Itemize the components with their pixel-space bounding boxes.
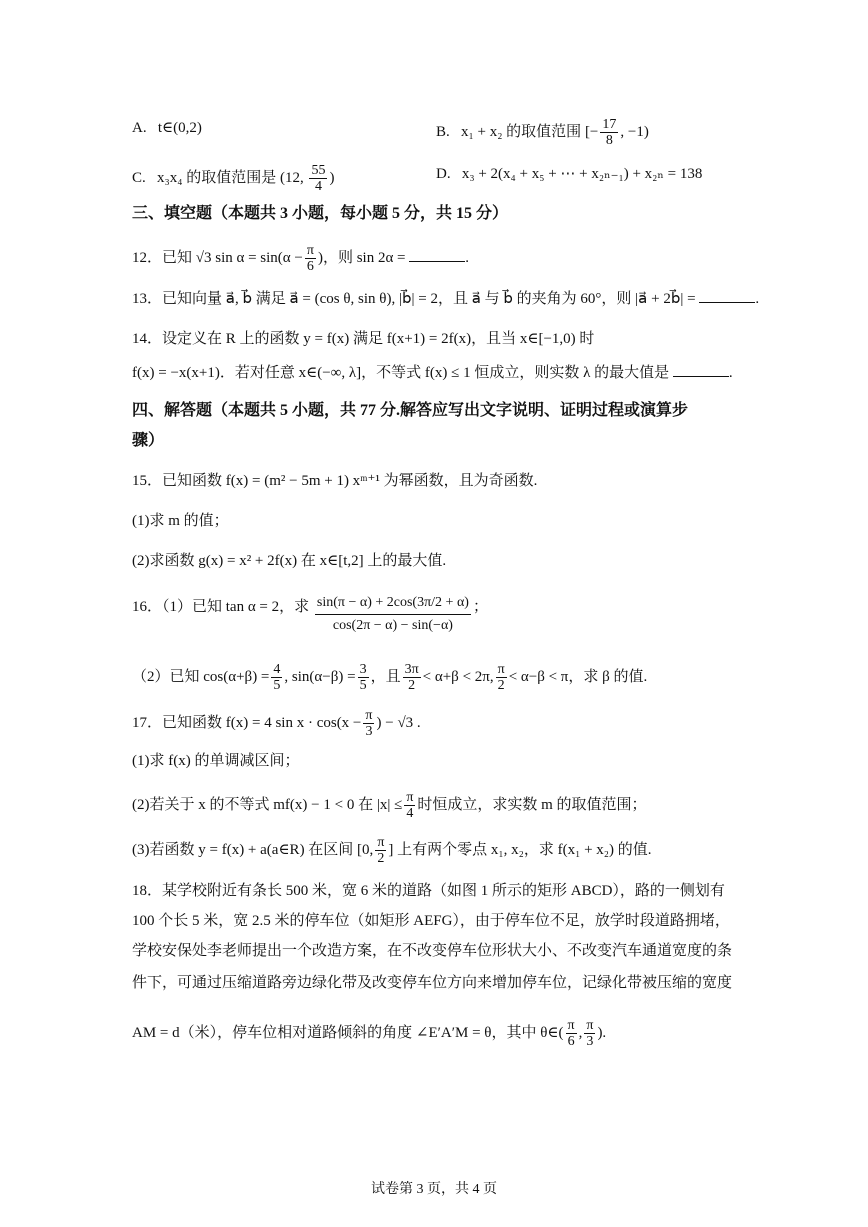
option-c-text: x₃x₄ 的取值范围是 xyxy=(157,169,277,186)
option-c-fraction: $\frac{55}{4}$ xyxy=(311,163,326,194)
option-b-interval-close: , −1) xyxy=(620,123,649,140)
q17-3-text-b: ] 上有两个零点 x₁, x₂，求 f(x₁ + x₂) 的值. xyxy=(388,841,652,858)
q12-answer-blank[interactable] xyxy=(409,247,465,262)
page-footer: 试卷第 3 页，共 4 页 xyxy=(371,1182,497,1197)
q16-1-end: ； xyxy=(472,599,488,615)
q14-answer-blank[interactable] xyxy=(673,362,729,377)
question-17-part2 xyxy=(132,790,647,821)
question-15: 15．已知函数 f(x) = (m² − 5m + 1) xᵐ⁺¹ 为幂函数，且为奇函数. xyxy=(132,473,538,489)
option-a xyxy=(132,117,202,139)
q12-fraction: $\frac{\pi}{6}$ xyxy=(306,243,314,274)
option-d xyxy=(436,163,702,185)
q12-text-a: 12．已知 √3 sin α = sin(α − xyxy=(132,249,303,266)
q14-text: f(x) = −x(x+1)．若对任意 x∈(−∞, λ]，不等式 f(x) ≤ 1 恒成立，则实数 λ 的最大值是 xyxy=(132,365,670,381)
q17-3-fraction: $\frac{\pi}{2}$ xyxy=(377,835,385,866)
question-14-line2: f(x) = −x(x+1)．若对任意 x∈(−∞, λ]，不等式 f(x) ≤ 1 恒成立，则实数 λ 的最大值是 . xyxy=(132,362,733,384)
option-d-label: D. xyxy=(436,166,451,182)
q17-2-text-b: 时恒成立，求实数 m 的取值范围； xyxy=(417,796,647,813)
q16-2-text-b: , sin(α−β) = xyxy=(284,668,356,685)
option-c-label: C. xyxy=(132,169,146,186)
question-17-part1: (1)求 f(x) 的单调减区间； xyxy=(132,753,300,769)
option-b xyxy=(436,117,649,148)
q17-text-b: ) − √3 . xyxy=(376,714,421,731)
section-3-heading: 三、填空题（本题共 3 小题，每小题 5 分，共 15 分） xyxy=(132,205,509,222)
q16-2-frac2: $\frac{3}{5}$ xyxy=(359,662,367,693)
q17-text-a: 17．已知函数 f(x) = 4 sin x · cos(x − xyxy=(132,714,362,731)
q17-3-text-a: (3)若函数 y = f(x) + a(a∈R) 在区间 [0, xyxy=(132,841,374,858)
option-d-text: x₃ + 2(x₄ + x₅ + ⋯ + x₂ₙ₋₁) + x₂ₙ = 138 xyxy=(461,166,703,182)
q16-1-fraction: $\frac{\sin(\pi - \alpha) + 2\cos(3\pi/2 + \alpha)}{\cos(2\pi - \alpha) - \sin(-\alpha)}$ xyxy=(315,592,471,637)
question-18-line2: 100 个长 5 米，宽 2.5 米的停车位（如矩形 AEFG），由于停车位不足，放学时段道路拥堵， xyxy=(132,913,730,929)
q17-2-fraction: $\frac{\pi}{4}$ xyxy=(406,790,414,821)
option-c xyxy=(132,163,334,194)
q18-5-comma: , xyxy=(578,1024,583,1041)
section-4-heading-line1: 四、解答题（本题共 5 小题，共 77 分.解答应写出文字说明、证明过程或演算步 xyxy=(132,402,689,419)
question-18-line4: 件下，可通过压缩道路旁边绿化带及改变停车位方向来增加停车位，记绿化带被压缩的宽度 xyxy=(132,975,733,991)
question-18-line3: 学校安保处李老师提出一个改造方案，在不改变停车位形状大小、不改变汽车通道宽度的条 xyxy=(132,943,733,959)
question-16-part2 xyxy=(132,662,647,693)
q16-2-frac3: $\frac{3\pi}{2}$ xyxy=(404,662,419,693)
q18-5-frac1: $\frac{\pi}{6}$ xyxy=(567,1018,575,1049)
q18-5-text-b: ). xyxy=(597,1024,607,1041)
q18-5-text-a: AM = d（米），停车位相对道路倾斜的角度 ∠E′A′M = θ，其中 θ∈( xyxy=(132,1024,564,1041)
q16-2-text-a: （2）已知 cos(α+β) = xyxy=(132,668,270,685)
question-17 xyxy=(132,708,421,739)
option-c-interval-open: (12, xyxy=(279,169,308,186)
q16-2-frac4: $\frac{\pi}{2}$ xyxy=(497,662,505,693)
question-13: 13．已知向量 a⃗, b⃗ 满足 a⃗ = (cos θ, sin θ), |b⃗| = 2，且 a⃗ 与 b⃗ 的夹角为 60°，则 |a⃗ + 2b⃗| = . xyxy=(132,288,759,310)
option-b-fraction: $\frac{17}{8}$ xyxy=(602,117,617,148)
q18-5-frac2: $\frac{\pi}{3}$ xyxy=(586,1018,594,1049)
question-18-line5 xyxy=(132,1018,606,1049)
question-17-part3 xyxy=(132,835,652,866)
q13-text: 13．已知向量 a⃗, b⃗ 满足 a⃗ = (cos θ, sin θ), |b⃗| = 2，且 a⃗ 与 b⃗ 的夹角为 60°，则 |a⃗ + 2b⃗| = xyxy=(132,291,696,307)
option-b-label: B. xyxy=(436,123,450,140)
q12-text-b: )，则 sin 2α = xyxy=(317,249,406,266)
q13-answer-blank[interactable] xyxy=(699,288,755,303)
option-a-text: t∈(0,2) xyxy=(157,120,202,136)
option-a-label: A. xyxy=(132,120,147,136)
q17-fraction: $\frac{\pi}{3}$ xyxy=(365,708,373,739)
question-12: 12．已知 √3 sin α = sin(α − $\frac{\pi}{6}$ )，则 sin 2α = . xyxy=(132,243,470,274)
q17-2-text-a: (2)若关于 x 的不等式 mf(x) − 1 < 0 在 |x| ≤ xyxy=(132,796,403,813)
q16-2-text-d: < α+β < 2π, xyxy=(422,668,494,685)
question-15-part2: (2)求函数 g(x) = x² + 2f(x) 在 x∈[t,2] 上的最大值. xyxy=(132,553,447,569)
q16-2-text-c: ，且 xyxy=(370,668,401,685)
question-18-line1: 18．某学校附近有条长 500 米，宽 6 米的道路（如图 1 所示的矩形 ABCD），路的一侧划有 xyxy=(132,883,725,899)
question-14-line1: 14．设定义在 R 上的函数 y = f(x) 满足 f(x+1) = 2f(x)，且当 x∈[−1,0) 时 xyxy=(132,331,595,347)
option-b-text: x₁ + x₂ 的取值范围 xyxy=(461,123,582,140)
q16-1-text: 16．（1）已知 tan α = 2，求 xyxy=(132,599,310,615)
option-b-interval-open: [− xyxy=(584,123,599,140)
option-c-interval-close: ) xyxy=(329,169,335,186)
q16-2-text-e: < α−β < π，求 β 的值. xyxy=(508,668,648,685)
q16-2-frac1: $\frac{4}{5}$ xyxy=(273,662,281,693)
question-15-part1: (1)求 m 的值； xyxy=(132,513,229,529)
section-4-heading-line2: 骤） xyxy=(132,432,165,449)
question-16-part1 xyxy=(132,592,488,637)
